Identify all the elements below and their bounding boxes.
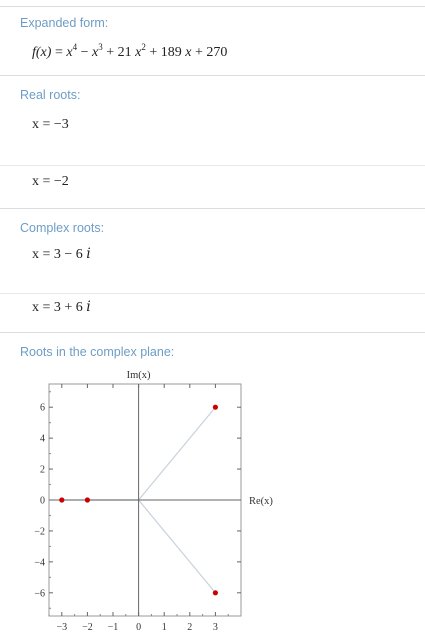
expr-exp2: 2 bbox=[141, 42, 146, 52]
real-root-1: x = −3 bbox=[32, 117, 69, 132]
root-point bbox=[213, 590, 218, 595]
x-tick-label: 2 bbox=[187, 622, 193, 633]
expr-x4: x bbox=[66, 45, 73, 60]
expr-x3: x bbox=[91, 45, 99, 60]
root-point bbox=[85, 497, 90, 502]
expr-lhs: f(x) bbox=[32, 45, 52, 60]
root-ray bbox=[139, 407, 216, 500]
real-root-2: x = −2 bbox=[32, 174, 69, 189]
expr-x2: x bbox=[135, 45, 142, 60]
expanded-form-title: Expanded form: bbox=[20, 16, 109, 30]
expr-minus: − bbox=[80, 45, 89, 60]
expr-x1: x bbox=[185, 45, 192, 60]
y-tick-label: 0 bbox=[40, 495, 45, 507]
y-tick-label: 6 bbox=[40, 402, 45, 414]
x-tick-label: 0 bbox=[136, 622, 142, 633]
y-tick-label: −6 bbox=[34, 588, 45, 600]
x-axis-label: Re(x) bbox=[249, 496, 273, 507]
y-tick-label: −4 bbox=[34, 557, 45, 569]
divider bbox=[0, 293, 425, 294]
expr-21: + 21 bbox=[106, 45, 132, 60]
root-point bbox=[59, 497, 64, 502]
x-tick-label: 3 bbox=[212, 622, 218, 633]
complex-plane-title: Roots in the complex plane: bbox=[20, 345, 175, 359]
x-tick-label: −3 bbox=[56, 622, 68, 633]
divider bbox=[0, 6, 425, 7]
complex-root-2: x = 3 + 6 𝑖 bbox=[32, 300, 91, 315]
expr-270: + 270 bbox=[194, 45, 228, 60]
y-tick-label: 2 bbox=[40, 464, 45, 476]
expr-exp4: 4 bbox=[72, 42, 78, 52]
expr-exp3: 3 bbox=[98, 42, 103, 52]
complex-root-1: x = 3 − 6 𝑖 bbox=[32, 247, 91, 262]
root-point bbox=[213, 405, 218, 410]
x-tick-label: −1 bbox=[107, 622, 119, 633]
divider bbox=[0, 332, 425, 333]
expr-189: + 189 bbox=[149, 45, 182, 60]
divider bbox=[0, 208, 425, 209]
real-roots-title: Real roots: bbox=[20, 88, 81, 102]
y-tick-label: −2 bbox=[34, 526, 45, 538]
expr-equals: = bbox=[54, 45, 63, 60]
y-axis-label: Im(x) bbox=[126, 370, 151, 381]
y-tick-label: 4 bbox=[40, 433, 45, 445]
x-tick-label: 1 bbox=[161, 622, 167, 633]
expanded-form-expression bbox=[32, 42, 227, 61]
divider bbox=[0, 75, 425, 76]
complex-plane-plot bbox=[0, 360, 425, 636]
x-tick-label: −2 bbox=[82, 622, 93, 633]
divider bbox=[0, 165, 425, 166]
root-ray bbox=[139, 500, 216, 593]
complex-roots-title: Complex roots: bbox=[20, 221, 105, 235]
